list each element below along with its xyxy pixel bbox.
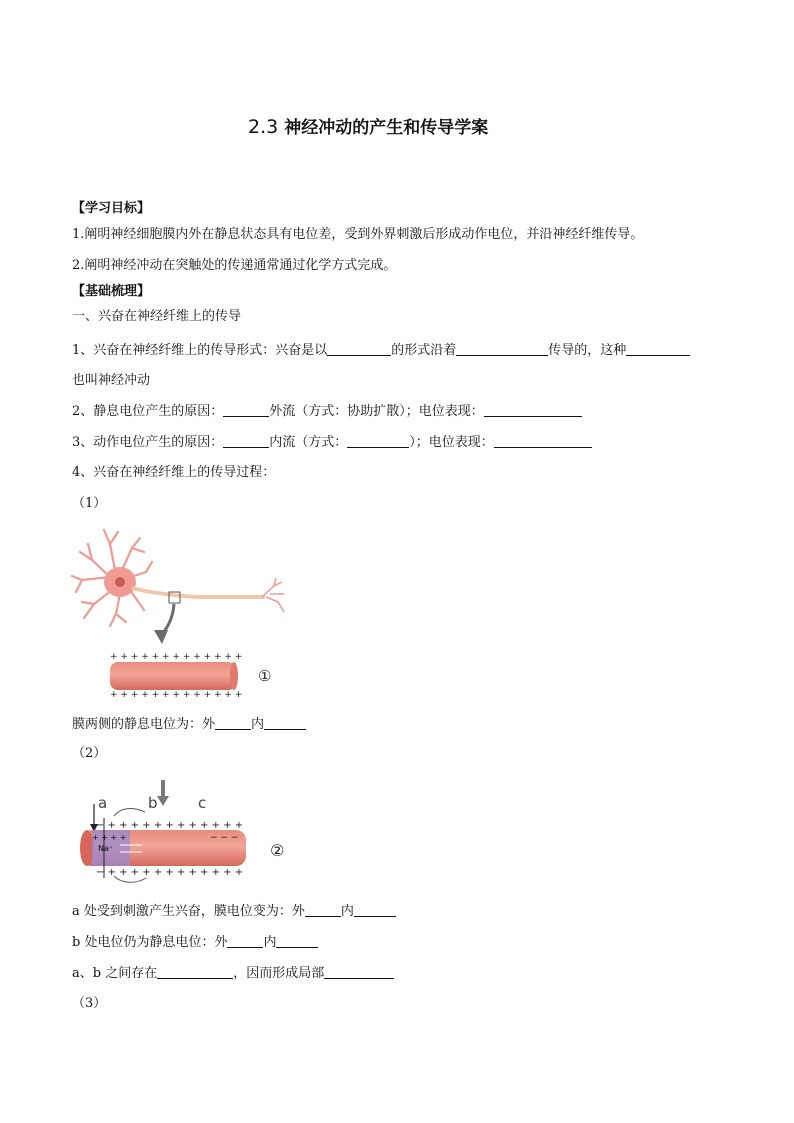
excitation-figure <box>70 774 300 894</box>
zoom-arrow <box>162 604 174 634</box>
figure-1-label: ① <box>258 667 272 685</box>
neuron-figure <box>70 522 290 704</box>
blank[interactable] <box>157 964 233 979</box>
blank[interactable] <box>626 341 690 356</box>
nucleus <box>115 577 125 587</box>
question-1-cont: 也叫神经冲动 <box>72 373 151 388</box>
blank[interactable] <box>494 433 592 448</box>
question-2: 2、静息电位产生的原因： 外流（方式：协助扩散）；电位表现： <box>72 402 582 421</box>
membrane-signs-top: − + + + + + + + + + + + + <box>96 820 244 831</box>
blank[interactable] <box>264 715 306 730</box>
inner-signs-right: − − − <box>210 833 239 843</box>
sodium-ion: Na⁺ <box>98 844 114 853</box>
inner-signs: + + + + <box>92 833 127 842</box>
basics-heading: 【基础梳理】 <box>72 284 151 299</box>
part-2-b: b 处电位仍为静息电位：外 内 <box>72 933 318 952</box>
part-1-label: （1） <box>72 496 107 511</box>
figure-2-label: ② <box>270 841 285 860</box>
blank[interactable] <box>456 341 548 356</box>
question-3: 3、动作电位产生的原因： 内流（方式： ）；电位表现： <box>72 433 592 452</box>
blank[interactable] <box>223 402 269 417</box>
membrane-signs-bottom: − + + + + + + + + + + + + <box>96 867 244 878</box>
blank[interactable] <box>305 902 341 917</box>
section-1-heading: 一、兴奋在神经纤维上的传导 <box>72 309 242 324</box>
axon-terminals <box>262 578 284 612</box>
question-4: 4、兴奋在神经纤维上的传导过程： <box>72 465 276 480</box>
objective-2: 2.阐明神经冲动在突触处的传递通常通过化学方式完成。 <box>72 258 397 273</box>
point-a-label: a <box>98 794 108 812</box>
objective-1: 1.阐明神经细胞膜内外在静息状态具有电位差，受到外界刺激后形成动作电位，并沿神经纤维传导。 <box>72 227 644 242</box>
part-3-label: （3） <box>72 996 107 1011</box>
part-2-label: （2） <box>72 746 107 761</box>
arrow-head <box>154 630 168 644</box>
point-c-label: c <box>198 794 207 812</box>
blank[interactable] <box>276 933 318 948</box>
b-arrow-head <box>157 796 169 806</box>
blank[interactable] <box>354 902 396 917</box>
membrane-signs-bottom: + + + + + + + + + + + + + <box>110 690 243 700</box>
part-2-a: a 处受到刺激产生兴奋，膜电位变为：外 内 <box>72 902 396 921</box>
current-arrow-top <box>114 809 145 816</box>
page-title <box>248 116 488 139</box>
title-text: 神经冲动的产生和传导学案 <box>284 118 489 138</box>
blank[interactable] <box>324 964 394 979</box>
point-b-label: b <box>148 794 158 812</box>
question-1: 1、兴奋在神经纤维上的传导形式：兴奋是以 的形式沿着 传导的，这种 <box>72 341 690 360</box>
title-number: 2.3 <box>248 116 279 138</box>
blank[interactable] <box>227 933 263 948</box>
blank[interactable] <box>215 715 251 730</box>
blank[interactable] <box>327 341 391 356</box>
b-arrow <box>161 780 165 798</box>
segment-end <box>230 662 238 690</box>
axon-segment <box>110 662 236 690</box>
part-2-c: a、b 之间存在 ，因而形成局部 <box>72 964 394 983</box>
blank[interactable] <box>223 433 269 448</box>
blank[interactable] <box>347 433 409 448</box>
membrane-signs-top: + + + + + + + + + + + + + <box>110 652 243 662</box>
objectives-heading: 【学习目标】 <box>72 201 151 216</box>
part-1-answer: 膜两侧的静息电位为：外 内 <box>72 715 306 734</box>
axon <box>132 588 265 597</box>
blank[interactable] <box>484 402 582 417</box>
